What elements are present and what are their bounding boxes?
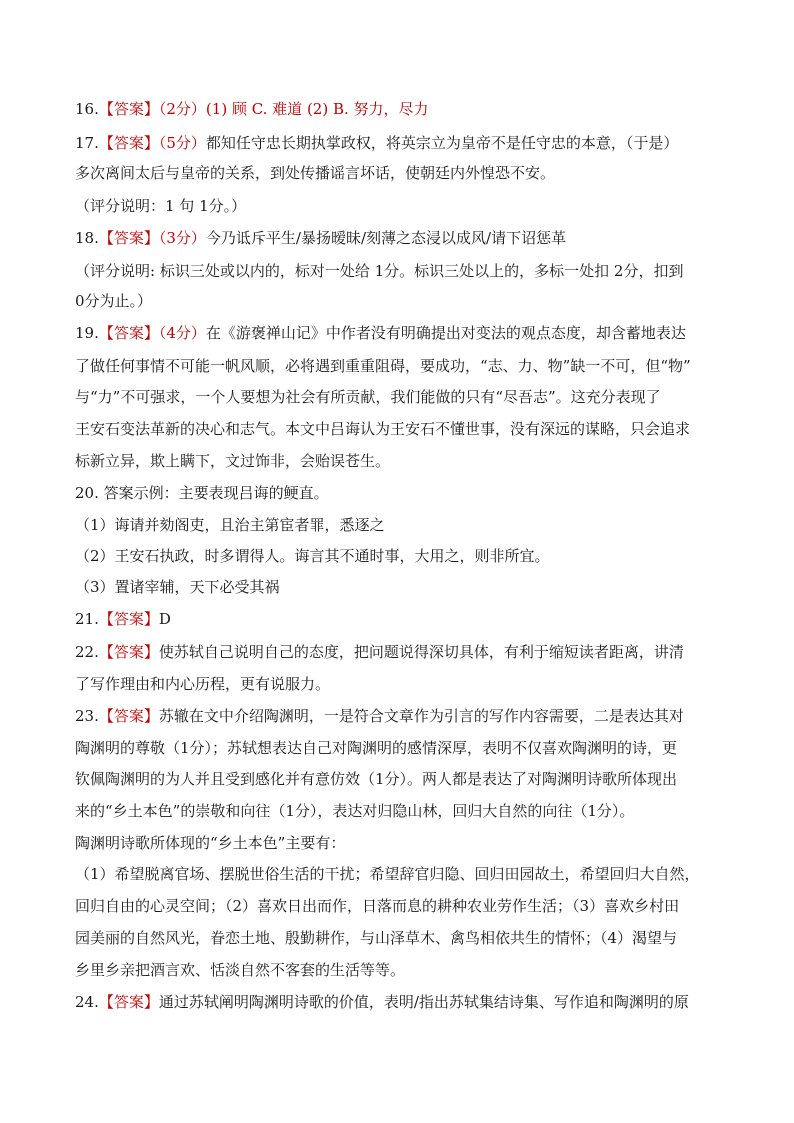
answer-18-scoring-note: （评分说明: 标识三处或以内的，标对一处给 1分。标识三处以上的，多标一处扣 2分，扣到: [75, 262, 684, 280]
answer-19: [75, 323, 735, 343]
answer-23-line-2: 陶渊明的尊敬（1分）；苏轼想表达自己对陶渊明的感情深厚，表明不仅喜欢陶渊明的诗，更: [75, 739, 678, 757]
answer-23-line-9: 乡里乡亲把酒言欢、恬淡自然不客套的生活等等。: [75, 961, 406, 979]
answer-tag: 【答案】: [98, 610, 159, 628]
answer-23-line-4: 来的“乡土本色”的崇敬和向往（1分），表达对归隐山林，回归大自然的向往（1分）。: [75, 802, 635, 820]
answer-20-item-1: （1）诲请并劾阁吏，且治主第宦者罪，悉逐之: [75, 516, 385, 534]
question-number: 24.: [75, 993, 99, 1011]
answer-20: 20. 答案示例：主要表现吕诲的鲠直。: [75, 484, 329, 502]
answer-19-line-4: 王安石变法革新的决心和志气。本文中吕诲认为王安石不懂世事，没有深远的谋略，只会追求: [75, 420, 691, 438]
answer-23-line-6: （1）希望脱离官场、摆脱世俗生活的干扰；希望辞官归隐、回归田园故土，希望回归大自然，: [75, 865, 700, 883]
answer-19-line-2: 了做任何事情不可能一帆风顺，必将遇到重重阻碍，要成功，“志、力、物”缺一不可，但“物”: [75, 357, 691, 375]
answer-20-item-3: （3）置诸宰辅，天下必受其祸: [75, 578, 280, 596]
answer-tag: 【答案】: [98, 993, 159, 1011]
question-number: 16.: [75, 100, 99, 118]
answer-tag: 【答案】: [98, 229, 159, 247]
answer-17: [75, 133, 735, 153]
question-number: 21.: [75, 610, 99, 628]
answer-content: D: [158, 610, 171, 628]
answer-content: 都知任守忠长期执掌政权，将英宗立为皇帝不是任守忠的本意，（于是）: [205, 134, 679, 152]
question-number: 18.: [75, 229, 99, 247]
answer-content: 今乃诋斥平生/暴扬暧昧/刻薄之态浸以成风/请下诏惩革: [205, 229, 567, 247]
score: （2分）: [158, 100, 206, 118]
question-number: 22.: [75, 643, 99, 661]
answer-18: [75, 228, 735, 248]
score: （3分）: [158, 229, 206, 247]
question-number: 19.: [75, 324, 99, 342]
answer-20-item-2: （2）王安石执政，时多谓得人。诲言其不通时事，大用之，则非所宜。: [75, 547, 550, 565]
answer-19-line-5: 标新立异，欺上瞒下，文过饰非，会贻误苍生。: [75, 452, 391, 470]
answer-23-line-7: 回归自由的心灵空间；（2）喜欢日出而作，日落而息的耕种农业劳作生活；（3）喜欢乡村田: [75, 897, 680, 915]
question-number: 23.: [75, 707, 99, 725]
answer-18-scoring-note-2: 0分为止。）: [75, 292, 153, 310]
answer-tag: 【答案】: [98, 100, 159, 118]
answer-24: [75, 992, 735, 1012]
answer-23-line-5: 陶渊明诗歌所体现的“乡土本色”主要有：: [75, 834, 346, 852]
answer-16: [75, 99, 735, 119]
answer-17-line-2: 多次离间太后与皇帝的关系，到处传播谣言坏话，使朝廷内外惶恐不安。: [75, 164, 556, 182]
answer-content: 通过苏轼阐明陶渊明诗歌的价值，表明/指出苏轼集结诗集、写作追和陶渊明的原: [158, 993, 689, 1011]
answer-content: (1) 顾 C. 难道 (2) B. 努力，尽力: [205, 100, 429, 118]
answer-content: 使苏轼自己说明自己的态度，把问题说得深切具体，有利于缩短读者距离，讲清: [158, 643, 684, 661]
answer-21: [75, 609, 735, 629]
answer-22: [75, 642, 735, 662]
answer-23: [75, 706, 735, 726]
answer-content: 苏辙在文中介绍陶渊明，一是符合文章作为引言的写作内容需要，二是表达其对: [158, 707, 684, 725]
answer-tag: 【答案】: [98, 324, 159, 342]
answer-tag: 【答案】: [98, 134, 159, 152]
question-number: 17.: [75, 134, 99, 152]
answer-17-scoring-note: （评分说明：1 句 1分。）: [75, 197, 247, 215]
score: （5分）: [158, 134, 206, 152]
answer-tag: 【答案】: [98, 707, 159, 725]
answer-23-line-3: 钦佩陶渊明的为人并且受到感化并有意仿效（1分）。两人都是表达了对陶渊明诗歌所体现出: [75, 770, 678, 788]
answer-content: 在《游褒禅山记》中作者没有明确提出对变法的观点态度，却含蓄地表达: [205, 324, 686, 342]
answer-22-line-2: 了写作理由和内心历程，更有说服力。: [75, 675, 331, 693]
score: （4分）: [158, 324, 206, 342]
answer-tag: 【答案】: [98, 643, 159, 661]
answer-23-line-8: 园美丽的自然风光，眷恋土地、殷勤耕作，与山泽草木、禽鸟相依共生的情怀；（4）渴望与: [75, 929, 678, 947]
answer-19-line-3: 与“力”不可强求，一个人要想为社会有所贡献，我们能做的只有“尽吾志”。这充分表现了: [75, 388, 661, 406]
